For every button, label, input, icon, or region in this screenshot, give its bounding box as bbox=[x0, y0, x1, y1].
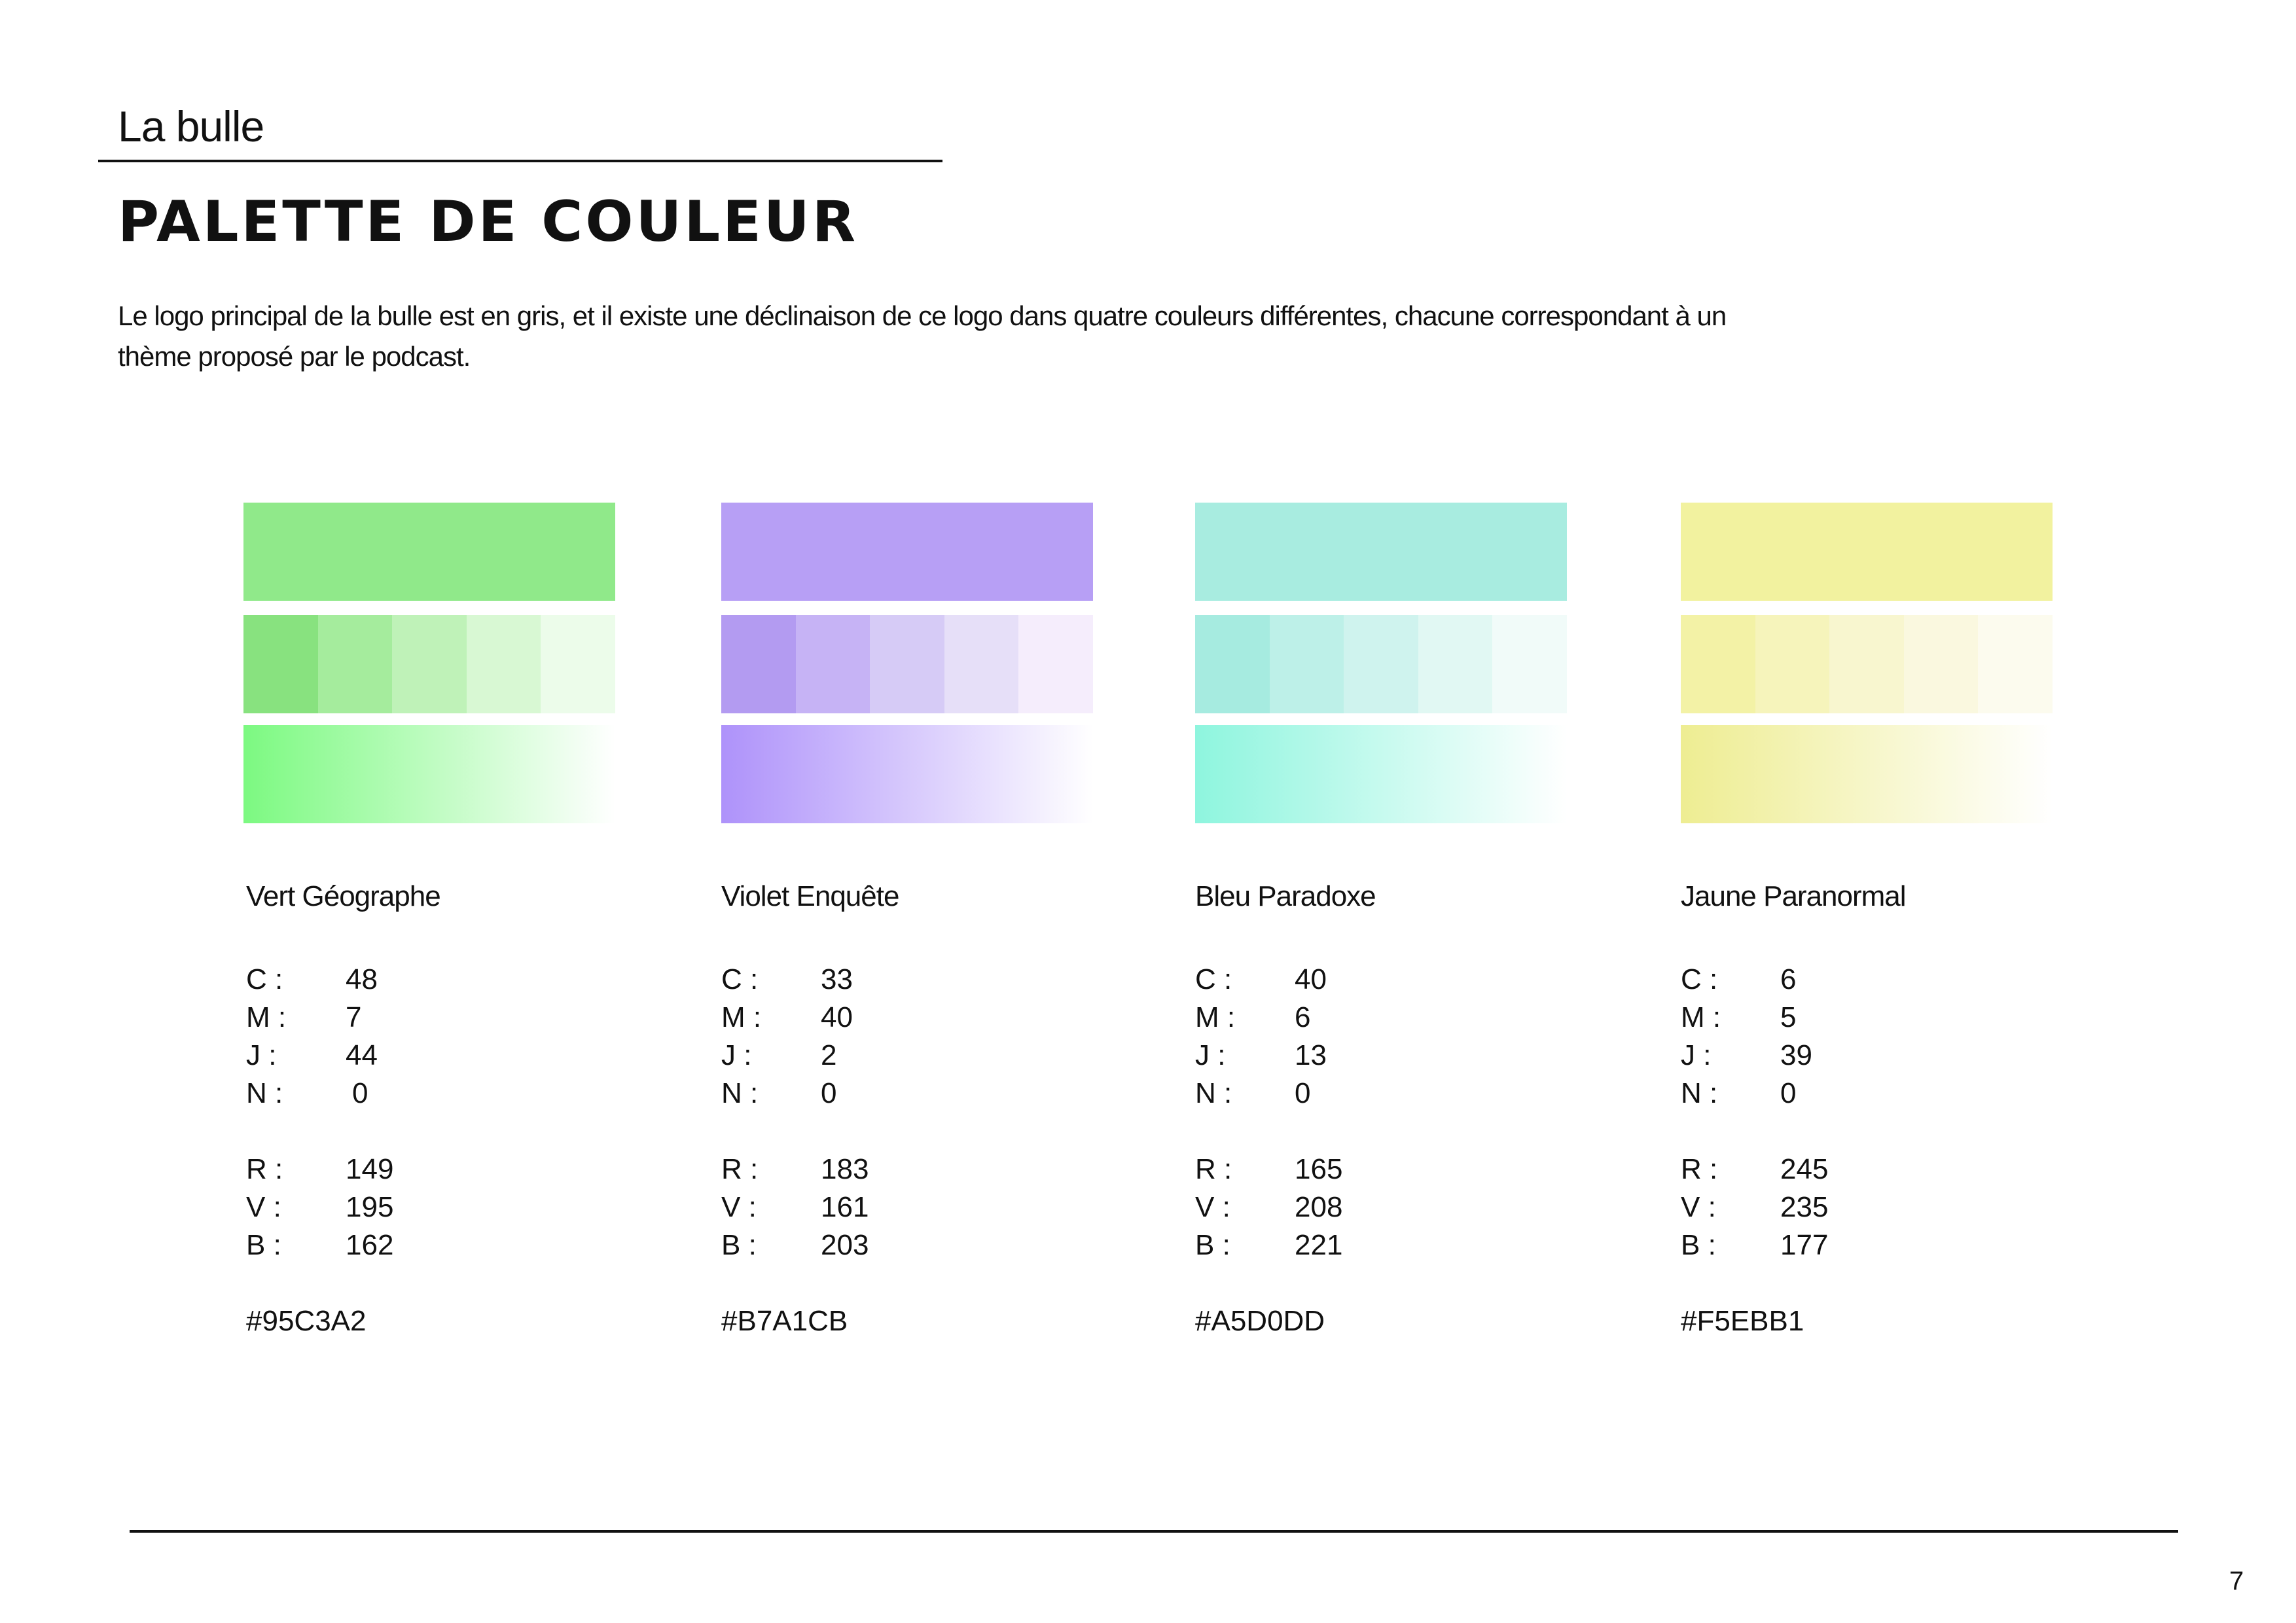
cmyk-c-value: 6 bbox=[1780, 963, 1797, 995]
hex-code: #95C3A2 bbox=[246, 1305, 367, 1337]
rgb-v-row: V : 235 bbox=[1681, 1188, 2047, 1226]
cmyk-n-row: N : 0 bbox=[1681, 1075, 2047, 1113]
rgb-r-value: 149 bbox=[346, 1153, 394, 1185]
tint-4 bbox=[1418, 615, 1493, 713]
tint-1 bbox=[721, 615, 796, 713]
header-rule bbox=[98, 160, 942, 162]
rgb-v-value: 195 bbox=[346, 1191, 394, 1223]
color-name: Jaune Paranormal bbox=[1681, 880, 1906, 912]
cmyk-n-row: N : 0 bbox=[1195, 1075, 1562, 1113]
tint-3 bbox=[1344, 615, 1418, 713]
cmyk-c-row: C : 48 bbox=[246, 961, 613, 999]
tint-1 bbox=[1195, 615, 1270, 713]
cmyk-j-row: J : 44 bbox=[246, 1037, 613, 1075]
cmyk-n-value: 0 bbox=[1295, 1077, 1311, 1109]
color-info-violet bbox=[721, 870, 1088, 1340]
rgb-b-row: B : 162 bbox=[246, 1226, 613, 1264]
tint-1 bbox=[243, 615, 318, 713]
tint-4 bbox=[944, 615, 1019, 713]
swatch-main-bar bbox=[721, 503, 1093, 601]
hex-code: #B7A1CB bbox=[721, 1305, 848, 1337]
rgb-v-value: 161 bbox=[821, 1191, 869, 1223]
rgb-r-value: 245 bbox=[1780, 1153, 1829, 1185]
cmyk-m-value: 5 bbox=[1780, 1001, 1797, 1033]
cmyk-c-row: C : 40 bbox=[1195, 961, 1562, 999]
intro-paragraph bbox=[118, 296, 1754, 377]
swatch-main-bar bbox=[243, 503, 615, 601]
cmyk-c-value: 33 bbox=[821, 963, 853, 995]
cmyk-n-row: N : 0 bbox=[246, 1075, 613, 1113]
cmyk-j-value: 39 bbox=[1780, 1039, 1812, 1071]
swatch-main-bar bbox=[1681, 503, 2053, 601]
cmyk-m-row: M : 5 bbox=[1681, 999, 2047, 1037]
rgb-v-row: V : 161 bbox=[721, 1188, 1088, 1226]
brand-name: La bulle bbox=[118, 102, 264, 151]
color-name: Bleu Paradoxe bbox=[1195, 880, 1376, 912]
rgb-r-value: 183 bbox=[821, 1153, 869, 1185]
rgb-r-value: 165 bbox=[1295, 1153, 1343, 1185]
swatch-gradient-bar bbox=[243, 725, 615, 823]
cmyk-n-value: 0 bbox=[352, 1077, 368, 1109]
tint-2 bbox=[318, 615, 393, 713]
tint-5 bbox=[1492, 615, 1567, 713]
cmyk-m-row: M : 40 bbox=[721, 999, 1088, 1037]
rgb-v-value: 235 bbox=[1780, 1191, 1829, 1223]
tint-5 bbox=[541, 615, 615, 713]
swatch-tint-strip bbox=[1681, 615, 2053, 713]
hex-code: #A5D0DD bbox=[1195, 1305, 1325, 1337]
cmyk-m-value: 40 bbox=[821, 1001, 853, 1033]
tint-5 bbox=[1018, 615, 1093, 713]
cmyk-m-row: M : 6 bbox=[1195, 999, 1562, 1037]
swatch-gradient-bar bbox=[721, 725, 1093, 823]
rgb-b-value: 221 bbox=[1295, 1229, 1343, 1261]
hex-code: #F5EBB1 bbox=[1681, 1305, 1804, 1337]
cmyk-c-value: 40 bbox=[1295, 963, 1327, 995]
cmyk-c-value: 48 bbox=[346, 963, 378, 995]
color-info-bleu bbox=[1195, 870, 1562, 1340]
tint-2 bbox=[1755, 615, 1830, 713]
tint-3 bbox=[392, 615, 467, 713]
rgb-r-row: R : 183 bbox=[721, 1150, 1088, 1188]
cmyk-m-row: M : 7 bbox=[246, 999, 613, 1037]
cmyk-n-value: 0 bbox=[1780, 1077, 1797, 1109]
cmyk-j-row: J : 39 bbox=[1681, 1037, 2047, 1075]
swatch-tint-strip bbox=[721, 615, 1093, 713]
tint-3 bbox=[1829, 615, 1904, 713]
swatch-gradient-bar bbox=[1681, 725, 2053, 823]
cmyk-j-row: J : 2 bbox=[721, 1037, 1088, 1075]
tint-5 bbox=[1978, 615, 2053, 713]
rgb-b-row: B : 221 bbox=[1195, 1226, 1562, 1264]
tint-1 bbox=[1681, 615, 1755, 713]
page-number: 7 bbox=[2229, 1567, 2244, 1596]
cmyk-c-row: C : 6 bbox=[1681, 961, 2047, 999]
color-name: Vert Géographe bbox=[246, 880, 440, 912]
rgb-b-value: 162 bbox=[346, 1229, 394, 1261]
rgb-v-row: V : 208 bbox=[1195, 1188, 1562, 1226]
swatch-gradient-bar bbox=[1195, 725, 1567, 823]
color-name: Violet Enquête bbox=[721, 880, 899, 912]
color-swatch-jaune bbox=[1681, 503, 2053, 823]
swatch-main-bar bbox=[1195, 503, 1567, 601]
rgb-b-row: B : 177 bbox=[1681, 1226, 2047, 1264]
color-info-jaune bbox=[1681, 870, 2047, 1340]
swatch-tint-strip bbox=[243, 615, 615, 713]
rgb-r-row: R : 149 bbox=[246, 1150, 613, 1188]
tint-2 bbox=[796, 615, 870, 713]
intro-line-2: thème proposé par le podcast. bbox=[118, 341, 471, 372]
cmyk-m-value: 7 bbox=[346, 1001, 362, 1033]
swatch-tint-strip bbox=[1195, 615, 1567, 713]
rgb-b-row: B : 203 bbox=[721, 1226, 1088, 1264]
page-title: PALETTE DE COULEUR bbox=[118, 189, 858, 255]
rgb-b-value: 177 bbox=[1780, 1229, 1829, 1261]
cmyk-j-value: 44 bbox=[346, 1039, 378, 1071]
rgb-v-row: V : 195 bbox=[246, 1188, 613, 1226]
cmyk-m-value: 6 bbox=[1295, 1001, 1311, 1033]
tint-4 bbox=[1904, 615, 1979, 713]
color-info-vert bbox=[246, 870, 613, 1340]
rgb-b-value: 203 bbox=[821, 1229, 869, 1261]
cmyk-n-row: N : 0 bbox=[721, 1075, 1088, 1113]
color-swatch-vert bbox=[243, 503, 615, 823]
color-swatch-violet bbox=[721, 503, 1093, 823]
cmyk-c-row: C : 33 bbox=[721, 961, 1088, 999]
color-swatch-bleu bbox=[1195, 503, 1567, 823]
tint-2 bbox=[1270, 615, 1344, 713]
cmyk-n-value: 0 bbox=[821, 1077, 837, 1109]
cmyk-j-value: 2 bbox=[821, 1039, 837, 1071]
tint-4 bbox=[467, 615, 541, 713]
rgb-r-row: R : 245 bbox=[1681, 1150, 2047, 1188]
intro-line-1: Le logo principal de la bulle est en gris, et il existe une déclinaison de ce logo dans quatre couleurs différentes, chacune correspondant à un bbox=[118, 300, 1727, 331]
footer-rule bbox=[130, 1530, 2178, 1533]
rgb-r-row: R : 165 bbox=[1195, 1150, 1562, 1188]
cmyk-j-row: J : 13 bbox=[1195, 1037, 1562, 1075]
rgb-v-value: 208 bbox=[1295, 1191, 1343, 1223]
cmyk-j-value: 13 bbox=[1295, 1039, 1327, 1071]
tint-3 bbox=[870, 615, 944, 713]
